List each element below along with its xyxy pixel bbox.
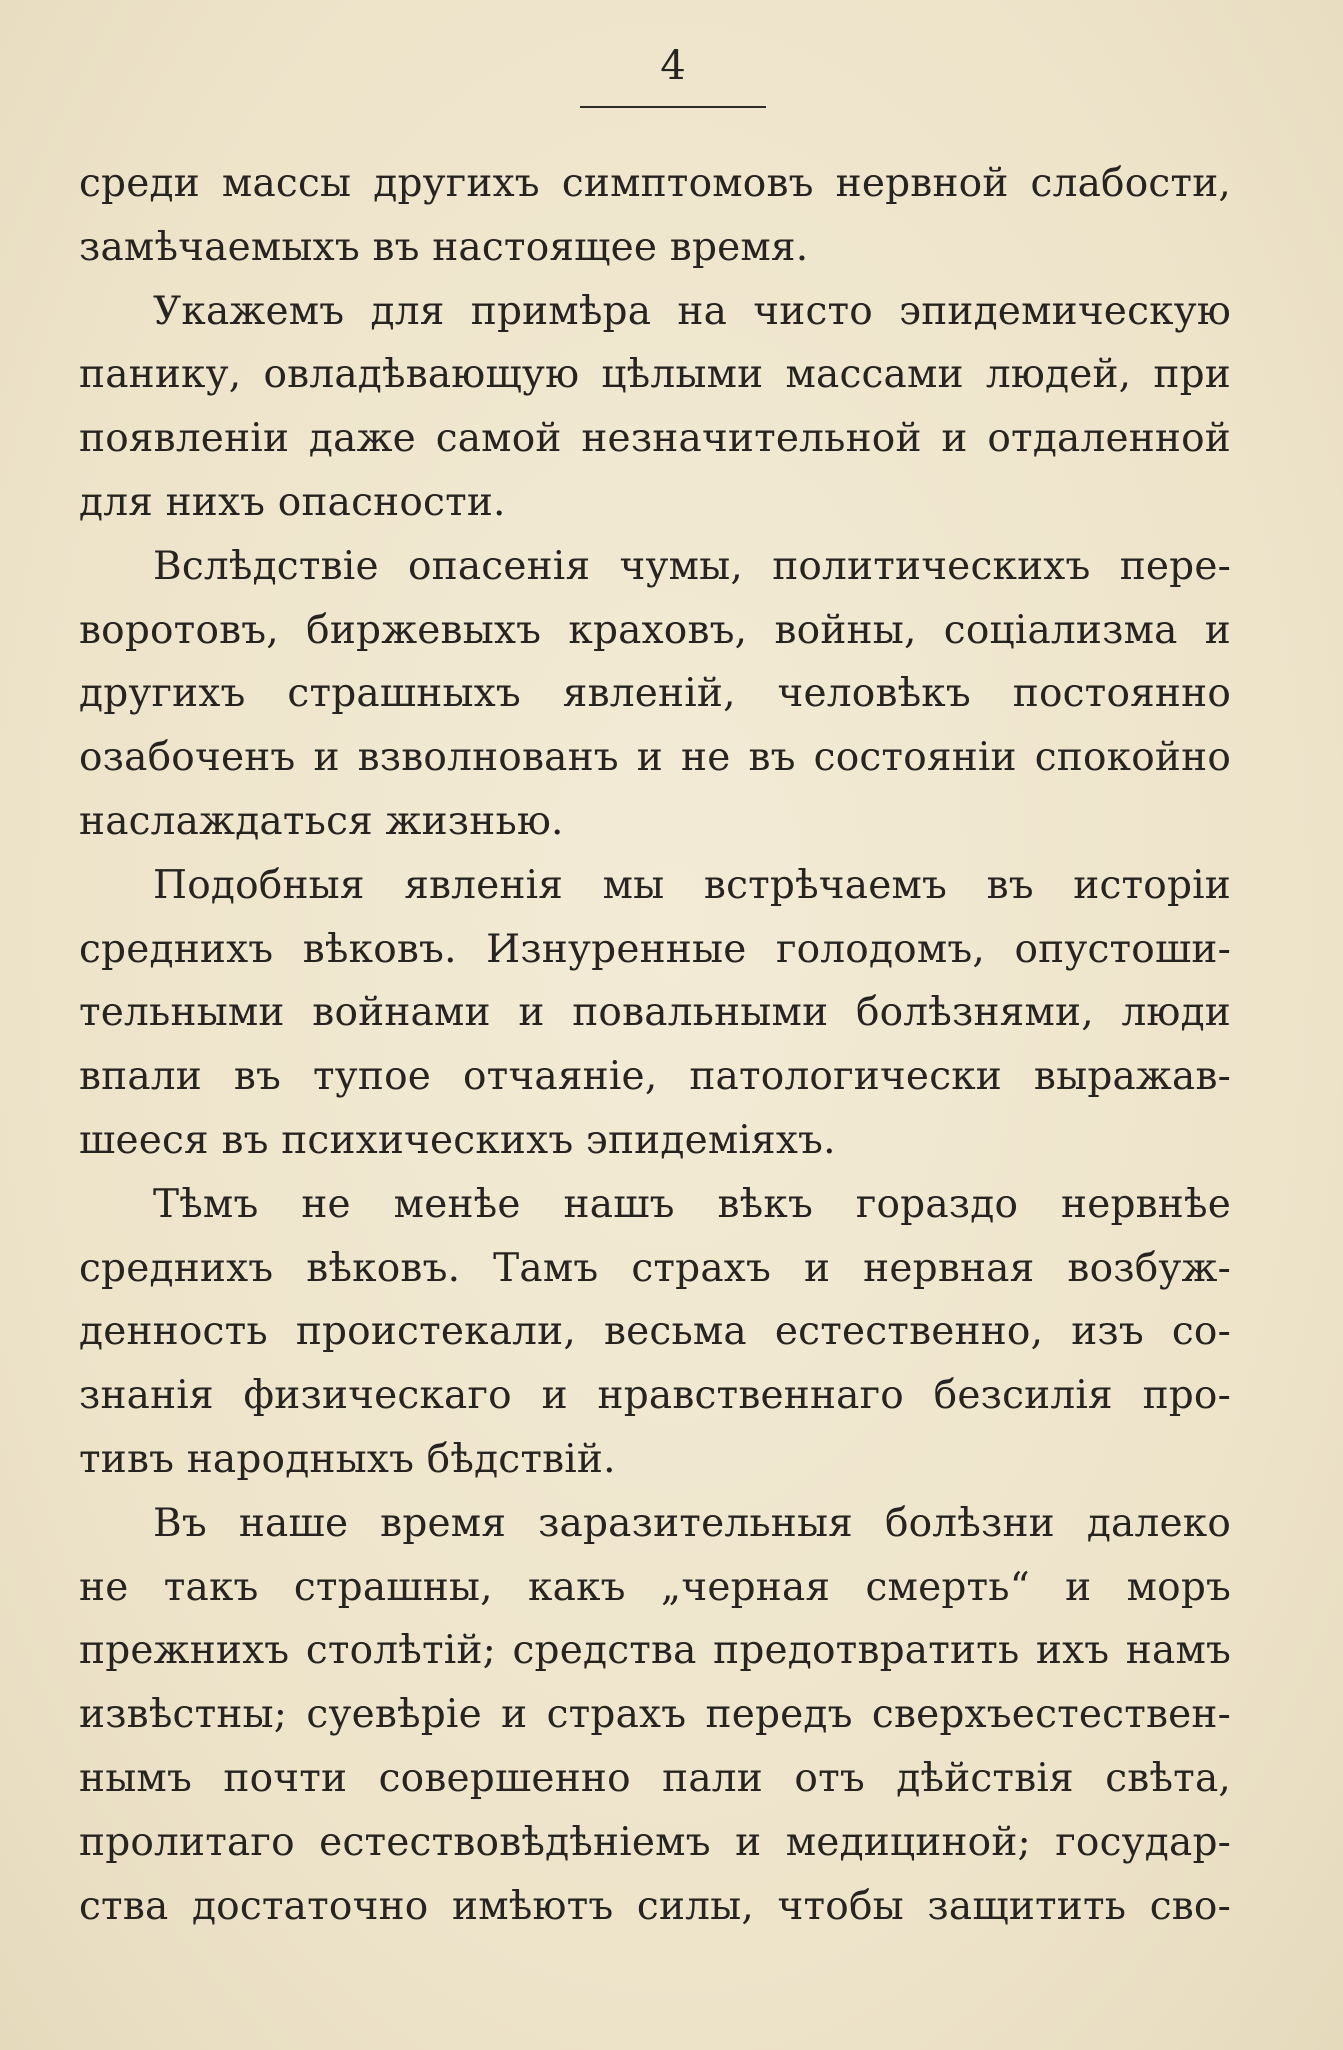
text-line: ства достаточно имѣютъ силы, чтобы защитить сво- <box>79 1883 1231 1929</box>
text-line: Вслѣдствіе опасенія чумы, политическихъ пере- <box>153 543 1231 589</box>
text-line: замѣчаемыхъ въ настоящее время. <box>79 224 809 270</box>
page-number: 4 <box>660 43 686 89</box>
text-line: другихъ страшныхъ явленій, человѣкъ постоянно <box>79 671 1231 717</box>
text-line: среднихъ вѣковъ. Тамъ страхъ и нервная возбуж- <box>79 1245 1231 1291</box>
text-line: озабоченъ и взволнованъ и не въ состояніи спокойно <box>79 735 1231 781</box>
text-line: Тѣмъ не менѣе нашъ вѣкъ гораздо нервнѣе <box>153 1181 1231 1227</box>
text-line: денность проистекали, весьма естественно, изъ со- <box>79 1309 1231 1355</box>
text-line: наслаждаться жизнью. <box>79 798 564 844</box>
text-line: не такъ страшны, какъ „черная смерть“ и моръ <box>79 1564 1231 1610</box>
text-line: впали въ тупое отчаяніе, патологически выражав- <box>79 1054 1231 1100</box>
text-line: среди массы другихъ симптомовъ нервной слабости, <box>79 161 1231 206</box>
text-line: для нихъ опасности. <box>79 479 506 525</box>
text-line: извѣстны; суевѣріе и страхъ передъ сверхъестествен- <box>79 1692 1231 1738</box>
text-line: Подобныя явленія мы встрѣчаемъ въ исторіи <box>153 862 1231 908</box>
text-line: воротовъ, биржевыхъ краховъ, войны, соціализма и <box>79 607 1231 653</box>
text-line: шееся въ психическихъ эпидеміяхъ. <box>79 1117 836 1163</box>
text-line: среднихъ вѣковъ. Изнуренные голодомъ, опустоши- <box>79 926 1231 972</box>
text-line: тивъ народныхъ бѣдствій. <box>79 1436 616 1482</box>
text-line: появленіи даже самой незначительной и отдаленной <box>79 416 1231 462</box>
text-line: Укажемъ для примѣра на чисто эпидемическую <box>153 288 1231 334</box>
header-rule <box>580 106 766 108</box>
text-line: знанія физическаго и нравственнаго безсилія про- <box>79 1373 1231 1419</box>
text-line: пролитаго естествовѣдѣніемъ и медициной; государ- <box>79 1819 1231 1865</box>
text-line: панику, овладѣвающую цѣлыми массами людей, при <box>79 352 1231 398</box>
body-text <box>79 152 1231 1938</box>
page-header <box>580 43 766 108</box>
text-line: прежнихъ столѣтій; средства предотвратить ихъ намъ <box>79 1628 1231 1674</box>
text-line: тельными войнами и повальными болѣзнями, люди <box>79 990 1231 1036</box>
text-line: Въ наше время заразительныя болѣзни далеко <box>153 1500 1231 1546</box>
text-line: нымъ почти совершенно пали отъ дѣйствія свѣта, <box>79 1755 1231 1801</box>
